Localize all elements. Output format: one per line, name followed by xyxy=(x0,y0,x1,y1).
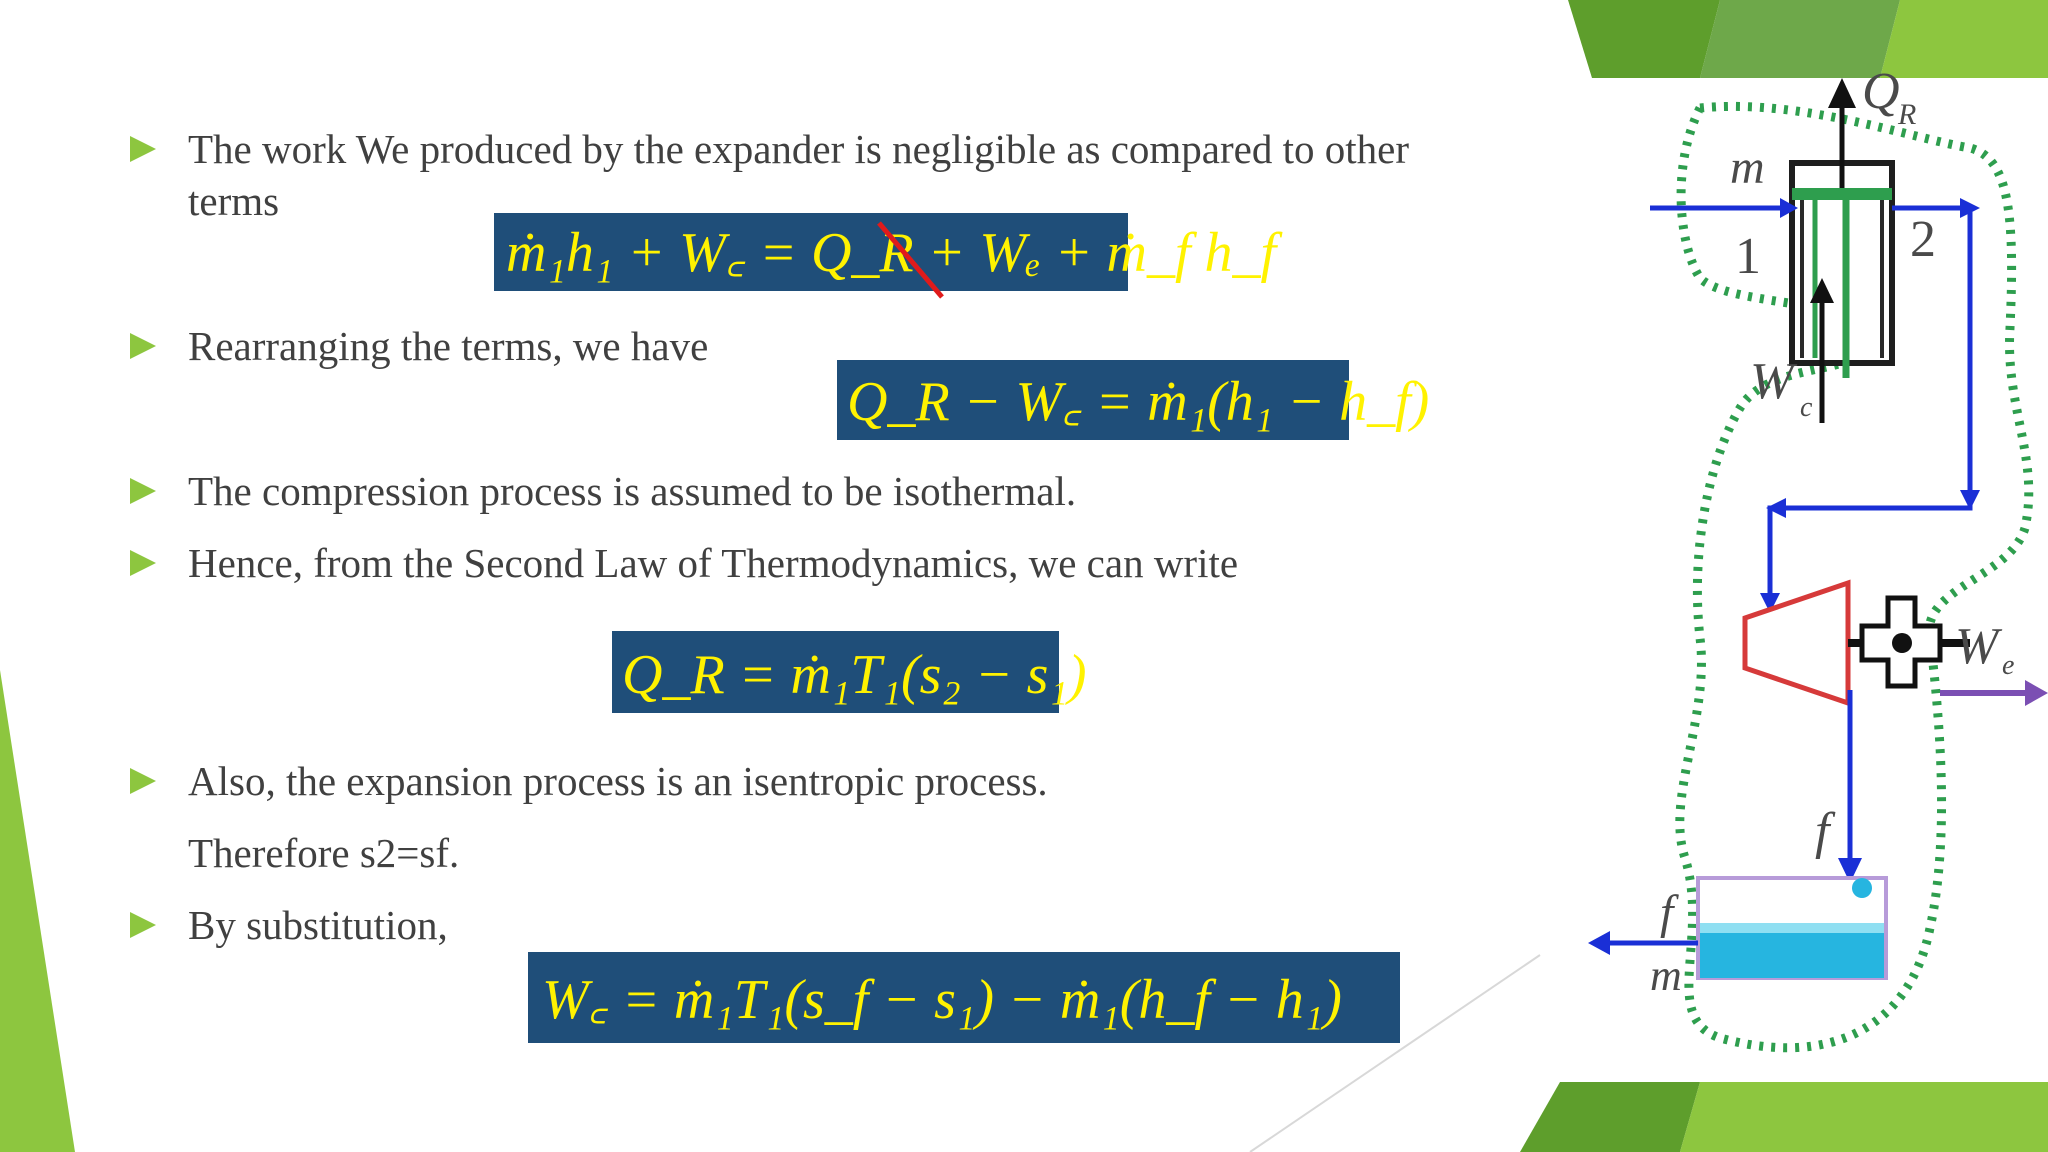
f-outlet-label: f xyxy=(1660,886,1674,939)
bullet-marker xyxy=(130,768,156,794)
equation-energy-balance xyxy=(494,213,1277,291)
we-label-subscript: e xyxy=(2002,650,2015,681)
equation-compressor-work xyxy=(528,952,1400,1043)
wc-label: W xyxy=(1750,353,1794,410)
equation-text-1: ṁ₁h₁ + W꜀ = Q_R + Wₑ + ṁ_f h_f xyxy=(506,222,1277,284)
bullet-item-1-continued xyxy=(188,175,279,227)
we-label: W xyxy=(1955,618,1999,675)
bullet-marker xyxy=(130,136,156,162)
plain-text-line xyxy=(188,827,459,879)
equation-text-2: Q_R − W꜀ = ṁ₁(h₁ − h_f) xyxy=(847,371,1430,433)
expander-turbine xyxy=(1745,583,1848,703)
bottom-right-accent-light xyxy=(1680,1082,2048,1152)
bullet-text-1-line2: terms xyxy=(188,178,280,224)
bullet-text-4: Hence, from the Second Law of Thermodynamics, we can write xyxy=(188,540,1239,586)
mass-flow-label-out: m xyxy=(1650,951,1682,1000)
bullet-marker xyxy=(130,912,156,938)
bullet-text-1: The work We produced by the expander is negligible as compared to other xyxy=(188,126,1409,172)
top-right-accent-light xyxy=(1880,0,2048,78)
f-state-label: f xyxy=(1815,803,1830,860)
top-right-accent-dark xyxy=(1568,0,1720,78)
state-1-label: 1 xyxy=(1735,228,1761,285)
left-accent-stripe xyxy=(0,670,75,1152)
equation-text-3: Q_R = ṁ₁T₁(s₂ − s₁) xyxy=(622,644,1087,706)
wc-label-subscript: c xyxy=(1800,392,1813,423)
liquid-drop xyxy=(1852,878,1872,898)
liquid-outlet-arrow xyxy=(1588,931,1610,955)
equation-rearranged xyxy=(837,360,1430,440)
bullet-marker xyxy=(130,550,156,576)
compressor-piston-top xyxy=(1792,188,1892,200)
qr-label: Q xyxy=(1862,63,1900,120)
bullet-text-6: By substitution, xyxy=(188,902,448,948)
liquid-surface xyxy=(1700,923,1884,933)
equation-text-4: W꜀ = ṁ₁T₁(s_f − s₁) − ṁ₁(h_f − h₁) xyxy=(542,969,1342,1031)
qr-label-subscript: R xyxy=(1898,98,1917,131)
therefore-text: Therefore s2=sf. xyxy=(188,830,460,876)
state-2-label: 2 xyxy=(1910,211,1936,268)
equation-second-law xyxy=(612,631,1087,713)
bullet-text-5: Also, the expansion process is an isentropic process. xyxy=(188,758,1048,804)
bullet-marker xyxy=(130,333,156,359)
bottom-right-accent-dark xyxy=(1520,1082,1700,1152)
bullet-text-2: Rearranging the terms, we have xyxy=(188,323,709,369)
mass-flow-label-top: m xyxy=(1730,141,1765,194)
shaft-coupling-center xyxy=(1892,633,1912,653)
qr-arrow-head xyxy=(1828,78,1856,108)
bullet-text-3: The compression process is assumed to be isothermal. xyxy=(188,468,1077,514)
liquefaction-system-diagram xyxy=(1570,63,2048,1082)
bullet-marker xyxy=(130,478,156,504)
we-arrow-head xyxy=(2025,680,2048,706)
